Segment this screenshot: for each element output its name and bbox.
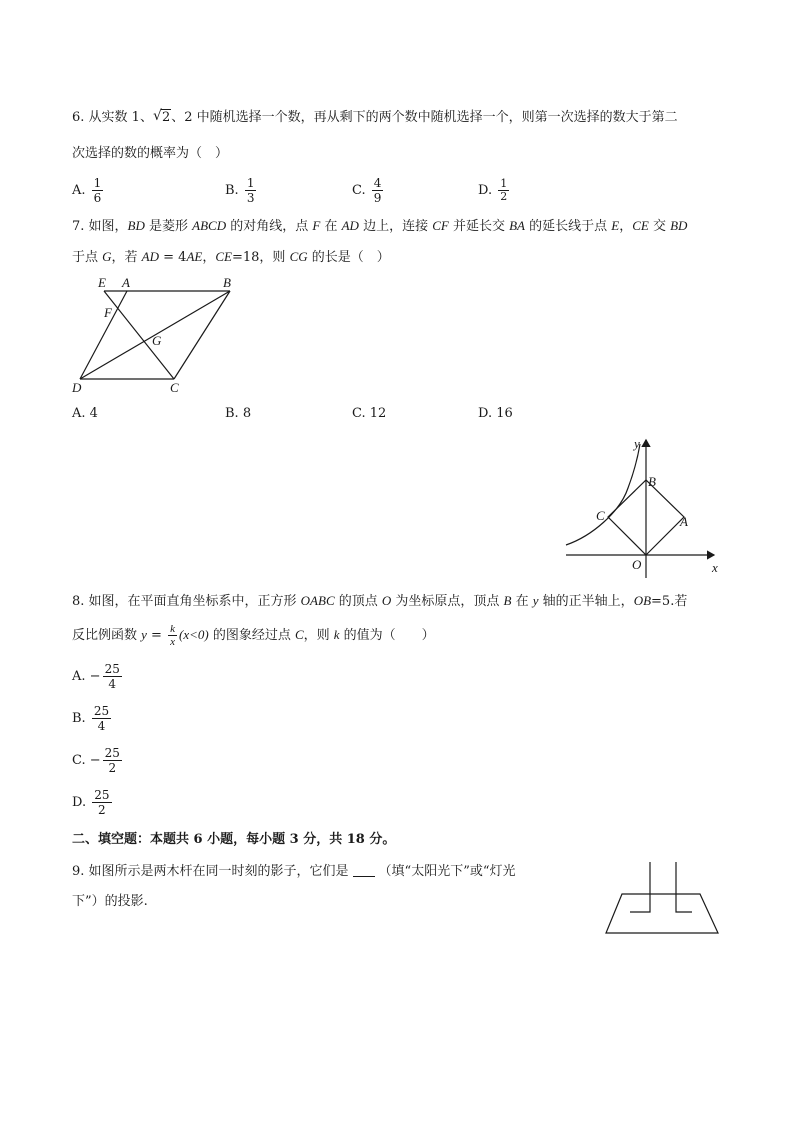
q7l1-run: CF [432, 218, 449, 233]
answer-blank[interactable] [353, 876, 375, 877]
label-A: A [122, 275, 130, 290]
q8-k: k [333, 627, 340, 642]
label-D: D [72, 380, 82, 395]
q8l1-run: =5.若 [651, 594, 688, 609]
q7l1-run: BA [509, 218, 525, 233]
q7-option-a[interactable]: A. 4 [72, 406, 98, 421]
q7l2-run: CE [215, 249, 232, 264]
label-C8: C [596, 508, 605, 523]
line-BC [174, 291, 230, 379]
line-EC [104, 291, 174, 379]
q8-option-d[interactable]: D. $\frac{25}{2}$ [72, 788, 110, 817]
q8l1-run: B [503, 593, 512, 608]
q8-text-d: ，则 [303, 628, 334, 643]
label-B8: B [648, 474, 656, 489]
q7l1-run: 7. 如图， [72, 219, 128, 234]
q7-line2 [72, 249, 390, 266]
q7-option-b[interactable]: B. 8 [225, 406, 252, 421]
q7l2-run: =18，则 [231, 250, 290, 265]
q7l2-run: = 4 [159, 250, 187, 265]
q6-option-b[interactable]: B. $\frac{1}{3}$ [225, 176, 255, 205]
q7l2-run: ， [202, 250, 216, 265]
q7l2-run: AE [186, 249, 203, 264]
q6-option-c[interactable]: C. $\frac{4}{9}$ [352, 176, 382, 205]
q7l1-run: 的延长线于点 [524, 219, 612, 234]
pole-right-shadow [676, 862, 692, 912]
q7l1-run: 是菱形 [144, 219, 193, 234]
q6-text-b: 、2 中随机选择一个数，再从剩下的两个数中随机选择一个，则第一次选择的数大于第二 [171, 110, 678, 125]
q8-option-a[interactable]: A. − $\frac{25}{4}$ [72, 662, 120, 691]
q8l1-run: 8. 如图，在平面直角坐标系中，正方形 [72, 594, 301, 609]
q7l1-run: ABCD [192, 218, 227, 233]
q7l1-run: CE [632, 218, 649, 233]
q7-option-c[interactable]: C. 12 [352, 406, 387, 421]
q9-line1 [72, 864, 516, 880]
ground-trapezoid [606, 894, 718, 933]
q6-line2: 次选择的数的概率为（ ） [72, 146, 229, 161]
shadow-figure [600, 858, 724, 938]
label-O: O [632, 557, 642, 572]
q7l1-run: E [611, 218, 620, 233]
sqrt-two: √ 2 [152, 108, 171, 125]
label-F: F [104, 305, 112, 320]
q7l2-run: 的长是（ ） [307, 250, 390, 265]
q8-option-b[interactable]: B. $\frac{25}{4}$ [72, 704, 110, 733]
q7l2-run: G [102, 249, 112, 264]
q8l1-run: 在 [511, 594, 533, 609]
q7l1-run: AD [341, 218, 359, 233]
q7l1-run: 交 [648, 219, 671, 234]
label-G: G [152, 333, 162, 348]
func-condition: (x<0) [178, 627, 209, 642]
q7l2-run: CG [289, 249, 308, 264]
q6-line1 [72, 110, 678, 126]
section-heading: 二、填空题：本题共 6 小题，每小题 3 分，共 18 分。 [72, 832, 396, 847]
label-y: y [634, 436, 640, 451]
q9-text-a: 9. 如图所示是两木杆在同一时刻的影子，它们是 [72, 864, 349, 879]
q7l2-run: ，若 [111, 250, 142, 265]
q8-line1 [72, 593, 687, 610]
q7l1-run: 在 [320, 219, 342, 234]
q7l1-run: 并延长交 [448, 219, 510, 234]
q8l1-run: OB [633, 593, 652, 608]
q7l1-run: 边上，连接 [358, 219, 433, 234]
coordinate-figure [562, 432, 726, 580]
q7l1-run: BD [127, 218, 145, 233]
pole-left-shadow [630, 862, 650, 912]
q7-line1 [72, 218, 687, 235]
label-C: C [170, 380, 179, 395]
label-E: E [98, 275, 106, 290]
q8l1-run: 为坐标原点，顶点 [391, 594, 504, 609]
label-B: B [223, 275, 231, 290]
q8-line2 [72, 623, 435, 648]
q8-option-c[interactable]: C. − $\frac{25}{2}$ [72, 746, 120, 775]
rhombus-figure [68, 272, 248, 398]
label-A8: A [680, 514, 688, 529]
q7l1-run: BD [670, 218, 688, 233]
q8l1-run: OABC [300, 593, 335, 608]
q8-text-b: 的图象经过点 [208, 628, 295, 643]
func-fraction: $\frac{k}{x}$ [170, 623, 175, 648]
q6-text-a: 6. 从实数 1、 [72, 110, 153, 125]
q9-line2: 下”）的投影. [72, 894, 148, 909]
func-y: y [141, 627, 147, 642]
q8l1-run: y [532, 593, 539, 608]
q7l1-run: ， [619, 219, 633, 234]
q7l2-run: AD [141, 249, 160, 264]
q8-point-c: C [294, 627, 304, 642]
q8l1-run: O [381, 593, 392, 608]
q7l1-run: 的对角线，点 [226, 219, 313, 234]
q7-option-d[interactable]: D. 16 [478, 406, 513, 421]
q8-text-a: 反比例函数 [72, 628, 142, 643]
q6-option-d[interactable]: D. $\frac{1}{2}$ [478, 177, 508, 203]
q7l2-run: 于点 [72, 250, 103, 265]
func-eq: = [146, 628, 167, 643]
label-x: x [712, 560, 718, 575]
q9-text-b: （填“太阳光下”或“灯光 [378, 864, 516, 879]
q8l1-run: 轴的正半轴上， [538, 594, 634, 609]
hyperbola-curve [566, 444, 640, 545]
q8-text-f: 的值为（ ） [339, 628, 435, 643]
q8l1-run: 的顶点 [334, 594, 382, 609]
q7l1-run: F [312, 218, 321, 233]
q6-option-a[interactable]: A. $\frac{1}{6}$ [72, 176, 102, 205]
